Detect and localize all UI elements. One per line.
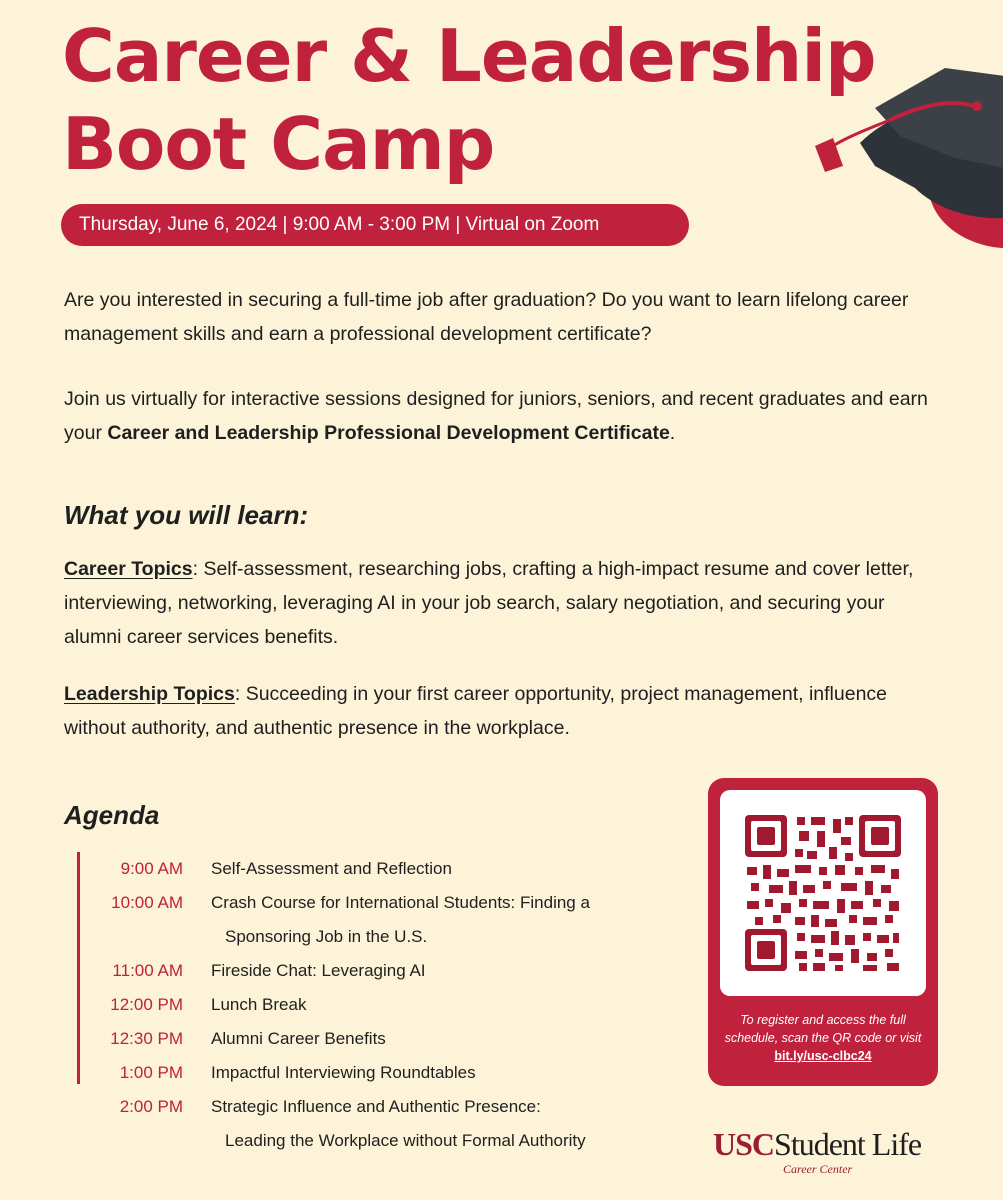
- learn-heading: What you will learn:: [64, 500, 309, 530]
- registration-card: [708, 778, 938, 1086]
- agenda-time: 9:00 AM: [120, 859, 183, 878]
- intro-paragraph-2: [64, 382, 944, 450]
- graduation-cap-icon: [805, 48, 1003, 268]
- logo-student-life: Student Life: [774, 1126, 922, 1162]
- certificate-name: Career and Leadership Professional Development Certificate: [107, 422, 670, 444]
- qr-code-icon[interactable]: [745, 815, 901, 971]
- page-title: [62, 12, 876, 188]
- agenda-title: Lunch Break: [211, 995, 307, 1014]
- agenda-item: [80, 988, 680, 1022]
- agenda-title-continued: Sponsoring Job in the U.S.: [225, 927, 428, 946]
- leadership-topics-text: : Succeeding in your first career opportunity, project management, influence without authority, and authentic presence in the workplace.: [64, 683, 888, 739]
- title-line-2: Boot Camp: [62, 102, 495, 186]
- agenda-item: [80, 1022, 680, 1056]
- logo-career-center: Career Center: [783, 1162, 853, 1176]
- intro-end: .: [669, 422, 676, 444]
- agenda-title: Strategic Influence and Authentic Presence:: [211, 1097, 541, 1116]
- usc-student-life-logo: [713, 1126, 953, 1186]
- career-topics: [64, 552, 944, 654]
- intro-paragraph-1: Are you interested in securing a full-time job after graduation? Do you want to learn lifelong career management skills and earn a professional development certificate?: [64, 289, 909, 345]
- agenda-list: [80, 852, 680, 1158]
- agenda-time: 11:00 AM: [112, 961, 183, 980]
- agenda-time: 2:00 PM: [119, 1097, 183, 1116]
- registration-caption: [718, 1011, 928, 1065]
- agenda-time: 12:30 PM: [110, 1029, 183, 1048]
- title-line-1: Career & Leadership: [62, 14, 876, 98]
- intro-text: Join us virtually for interactive sessions designed for juniors, seniors, and recent graduates and earn your: [64, 388, 928, 444]
- registration-link[interactable]: bit.ly/usc-clbc24: [774, 1049, 872, 1063]
- agenda-item: [80, 852, 680, 886]
- agenda-heading: Agenda: [64, 800, 160, 830]
- agenda-title: Impactful Interviewing Roundtables: [211, 1063, 476, 1082]
- agenda-title: Alumni Career Benefits: [211, 1029, 386, 1048]
- agenda-time: 1:00 PM: [119, 1063, 183, 1082]
- career-topics-text: : Self-assessment, researching jobs, crafting a high-impact resume and cover letter, interviewing, networking, leveraging AI in your job search, salary negotiation, and securing your alumni career services benefits.: [64, 558, 914, 648]
- agenda-title-continued: Leading the Workplace without Formal Authority: [225, 1131, 586, 1150]
- qr-code-panel: [720, 790, 926, 996]
- registration-text: To register and access the full schedule, scan the QR code or visit: [724, 1013, 922, 1045]
- agenda-item: [80, 886, 680, 954]
- leadership-topics: [64, 677, 944, 745]
- agenda-item: [80, 1056, 680, 1090]
- agenda-title: Fireside Chat: Leveraging AI: [211, 961, 426, 980]
- agenda-title: Self-Assessment and Reflection: [211, 859, 452, 878]
- agenda-time: 12:00 PM: [110, 995, 183, 1014]
- leadership-topics-label: Leadership Topics: [64, 683, 235, 705]
- logo-usc: USC: [713, 1126, 775, 1162]
- event-details-badge: Thursday, June 6, 2024 | 9:00 AM - 3:00 PM | Virtual on Zoom: [61, 204, 689, 246]
- agenda-item: [80, 954, 680, 988]
- career-topics-label: Career Topics: [64, 558, 193, 580]
- agenda-time: 10:00 AM: [111, 893, 183, 912]
- agenda-title: Crash Course for International Students: Finding a: [211, 893, 590, 912]
- agenda-item: [80, 1090, 680, 1158]
